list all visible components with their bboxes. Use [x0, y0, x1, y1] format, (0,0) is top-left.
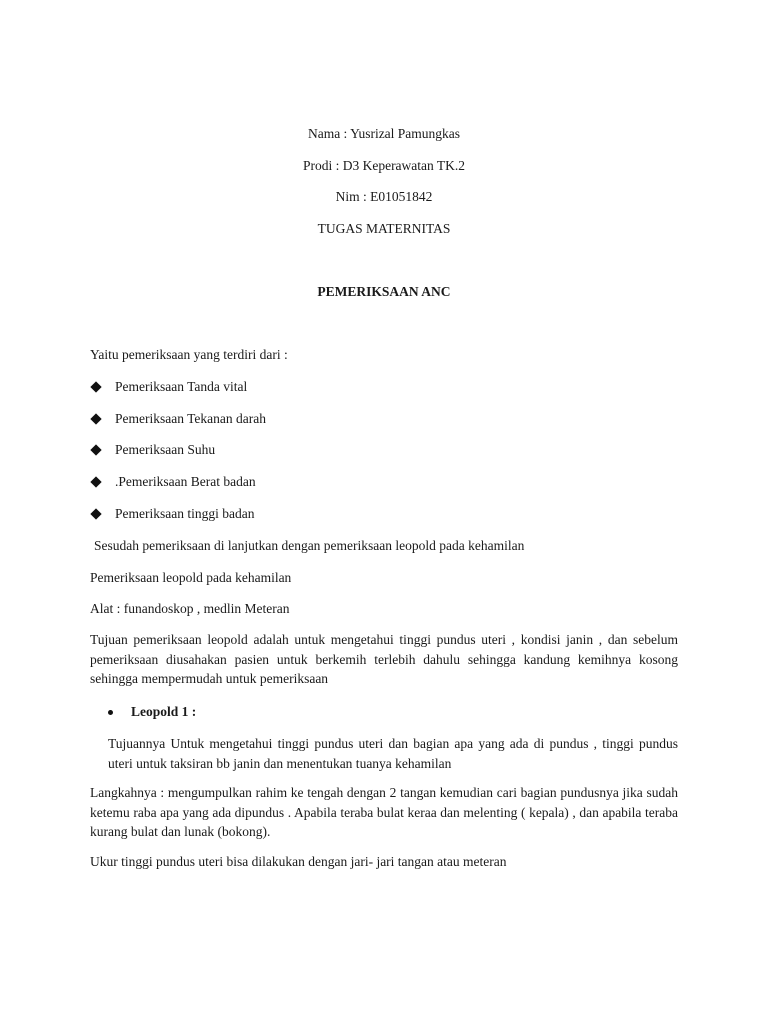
- assignment-title: TUGAS MATERNITAS: [317, 221, 451, 236]
- diamond-bullet-icon: [90, 476, 101, 487]
- student-name: Nama : Yusrizal Pamungkas: [307, 126, 461, 141]
- list-item: [90, 440, 215, 460]
- diamond-bullet-icon: [90, 508, 101, 519]
- leopold1-label: Leopold 1 :: [131, 704, 197, 719]
- study-program: Prodi : D3 Keperawatan TK.2: [302, 158, 466, 173]
- diamond-bullet-icon: [90, 413, 101, 424]
- list-item-text: .Pemeriksaan Berat badan: [115, 474, 256, 489]
- leopold-heading: Pemeriksaan leopold pada kehamilan: [90, 570, 292, 585]
- list-item: [90, 409, 266, 429]
- list-item-text: Pemeriksaan tinggi badan: [115, 506, 255, 521]
- tools-line: Alat : funandoskop , medlin Meteran: [90, 601, 290, 616]
- intro-text: Yaitu pemeriksaan yang terdiri dari :: [90, 347, 288, 362]
- document-title: PEMERIKSAAN ANC: [317, 284, 451, 299]
- list-item: [90, 504, 254, 524]
- list-item: [90, 377, 247, 397]
- paragraph-sesudah: Sesudah pemeriksaan di lanjutkan dengan pemeriksaan leopold pada kehamilan: [94, 538, 525, 553]
- paragraph-leopold1-tujuan: Tujuannya Untuk mengetahui tinggi pundus uteri dan bagian apa yang ada di pundus , tinggi pundus uteri untuk taksiran bb janin dan menentukan tuanya kehamilan: [108, 736, 678, 771]
- paragraph-ukur: Ukur tinggi pundus uteri bisa dilakukan dengan jari- jari tangan atau meteran: [90, 854, 507, 869]
- list-item-text: Pemeriksaan Suhu: [115, 442, 216, 457]
- paragraph-langkah: Langkahnya : mengumpulkan rahim ke tengah dengan 2 tangan kemudian cari bagian pundusnya jika sudah ketemu raba apa yang ada dipundus . Apabila teraba bulat keraa dan melenting ( kepala) , dan apabila teraba kurang bulat dan lunak (bokong).: [90, 785, 678, 839]
- student-id: Nim : E01051842: [335, 189, 433, 204]
- paragraph-tujuan: Tujuan pemeriksaan leopold adalah untuk mengetahui tinggi pundus uteri , kondisi janin , dan sebelum pemeriksaan diusahakan pasien untuk berkemih terlebih dahulu sehingga kandung kemihnya kosong sehingga mempermudah untuk pemeriksaan: [90, 632, 678, 686]
- leopold1-item: [108, 702, 196, 722]
- list-item: [90, 472, 256, 492]
- diamond-bullet-icon: [90, 381, 101, 392]
- list-item-text: Pemeriksaan Tekanan darah: [115, 411, 266, 426]
- diamond-bullet-icon: [90, 444, 101, 455]
- list-item-text: Pemeriksaan Tanda vital: [115, 379, 248, 394]
- bullet-dot-icon: [108, 710, 113, 715]
